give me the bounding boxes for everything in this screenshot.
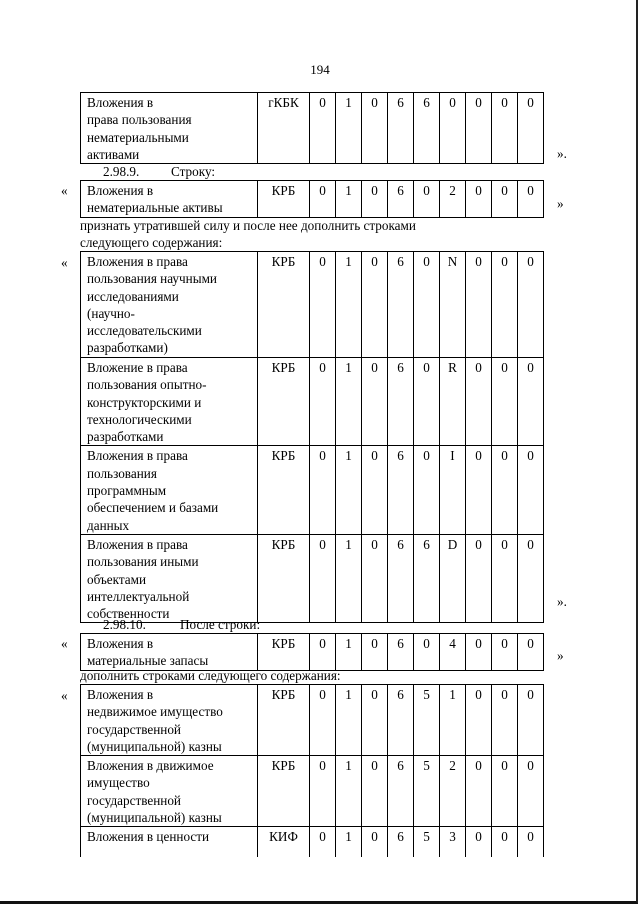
opening-quote: «	[61, 688, 68, 703]
code-digit: 0	[518, 827, 544, 857]
code-digit: 0	[492, 634, 518, 671]
code-digit: 4	[440, 634, 466, 671]
row-code: КРБ	[258, 358, 310, 446]
code-digit: 0	[414, 252, 440, 358]
code-digit: 0	[492, 252, 518, 358]
row-label: Вложения в нематериальные активы	[81, 181, 258, 218]
code-digit: 0	[518, 756, 544, 827]
row-label: Вложения в права пользования нематериальными активами	[81, 93, 258, 164]
closing-quote-period: ».	[557, 146, 567, 161]
code-digit: 6	[388, 827, 414, 857]
code-digit: 5	[414, 685, 440, 756]
code-digit: 6	[414, 93, 440, 164]
code-digit: 6	[388, 252, 414, 358]
code-digit: 1	[336, 93, 362, 164]
code-digit: 0	[518, 446, 544, 534]
code-digit: 0	[492, 756, 518, 827]
code-digit: 0	[362, 634, 388, 671]
code-digit: 0	[362, 685, 388, 756]
row-code: КРБ	[258, 756, 310, 827]
code-digit: 5	[414, 827, 440, 857]
table-row	[81, 252, 544, 358]
code-digit: 0	[414, 181, 440, 218]
code-digit: 0	[466, 252, 492, 358]
code-digit: 0	[414, 634, 440, 671]
code-digit: 6	[388, 93, 414, 164]
code-digit: 0	[362, 756, 388, 827]
code-digit: 0	[310, 827, 336, 857]
row-code: КРБ	[258, 685, 310, 756]
table-row	[81, 827, 544, 857]
table-row	[81, 181, 544, 218]
code-digit: 0	[492, 827, 518, 857]
code-digit: D	[440, 534, 466, 622]
table-row	[81, 446, 544, 534]
table-intangible-assets	[80, 180, 544, 218]
row-label: Вложения в ценности	[81, 827, 258, 857]
code-digit: 0	[414, 358, 440, 446]
code-digit: 0	[492, 685, 518, 756]
section-number-2-98-10: 2.98.10.	[103, 617, 146, 632]
code-digit: 0	[362, 827, 388, 857]
table-intangible-use-rights	[80, 92, 544, 164]
code-digit: 0	[466, 634, 492, 671]
code-digit: R	[440, 358, 466, 446]
row-label: Вложения в движимое имущество государственной (муниципальной) казны	[81, 756, 258, 827]
code-digit: N	[440, 252, 466, 358]
page-number: 194	[310, 62, 330, 77]
code-digit: 0	[518, 634, 544, 671]
code-digit: 1	[336, 446, 362, 534]
code-digit: 0	[466, 756, 492, 827]
row-code: КИФ	[258, 827, 310, 857]
code-digit: 6	[388, 534, 414, 622]
table-new-rows-intellectual	[80, 251, 544, 623]
row-code: КРБ	[258, 634, 310, 671]
code-digit: 2	[440, 181, 466, 218]
code-digit: 0	[310, 358, 336, 446]
code-digit: 0	[518, 93, 544, 164]
code-digit: 0	[440, 93, 466, 164]
code-digit: 1	[440, 685, 466, 756]
code-digit: 0	[466, 93, 492, 164]
code-digit: 6	[388, 634, 414, 671]
code-digit: 0	[492, 358, 518, 446]
code-digit: 6	[388, 181, 414, 218]
table-row	[81, 756, 544, 827]
code-digit: 0	[310, 181, 336, 218]
table-treasury-property	[80, 684, 544, 857]
code-digit: 0	[362, 358, 388, 446]
code-digit: 1	[336, 358, 362, 446]
code-digit: 1	[336, 634, 362, 671]
code-digit: 0	[466, 685, 492, 756]
paragraph-line-1: признать утратившей силу и после нее дополнить строками	[80, 218, 416, 233]
paragraph-line-2: следующего содержания:	[80, 235, 223, 250]
opening-quote: «	[61, 255, 68, 270]
code-digit: 0	[518, 685, 544, 756]
code-digit: 0	[466, 534, 492, 622]
code-digit: 6	[414, 534, 440, 622]
closing-quote-period: ».	[557, 594, 567, 609]
code-digit: 6	[388, 358, 414, 446]
code-digit: 0	[466, 827, 492, 857]
code-digit: 0	[310, 756, 336, 827]
code-digit: 1	[336, 685, 362, 756]
table-material-stocks	[80, 633, 544, 671]
code-digit: 0	[310, 446, 336, 534]
code-digit: 0	[310, 252, 336, 358]
code-digit: 0	[362, 252, 388, 358]
code-digit: 6	[388, 685, 414, 756]
code-digit: 0	[362, 534, 388, 622]
row-code: КРБ	[258, 534, 310, 622]
paragraph-line-3: дополнить строками следующего содержания:	[80, 668, 341, 683]
row-code: гКБК	[258, 93, 310, 164]
row-code: КРБ	[258, 446, 310, 534]
code-digit: 1	[336, 534, 362, 622]
code-digit: 5	[414, 756, 440, 827]
section-text-2-98-9: Строку:	[171, 164, 216, 179]
code-digit: 1	[336, 827, 362, 857]
row-label: Вложения в недвижимое имущество государственной (муниципальной) казны	[81, 685, 258, 756]
code-digit: 0	[492, 534, 518, 622]
code-digit: 0	[414, 446, 440, 534]
code-digit: 1	[336, 181, 362, 218]
code-digit: 0	[310, 634, 336, 671]
code-digit: 1	[336, 252, 362, 358]
code-digit: 0	[466, 446, 492, 534]
code-digit: 3	[440, 827, 466, 857]
code-digit: 0	[466, 358, 492, 446]
code-digit: 0	[362, 446, 388, 534]
code-digit: 6	[388, 446, 414, 534]
code-digit: 0	[362, 181, 388, 218]
row-code: КРБ	[258, 181, 310, 218]
table-row	[81, 534, 544, 622]
opening-quote: «	[61, 636, 68, 651]
code-digit: 0	[310, 93, 336, 164]
section-text-2-98-10: После строки:	[180, 617, 261, 632]
section-number-2-98-9: 2.98.9.	[103, 164, 140, 179]
code-digit: 6	[388, 756, 414, 827]
row-code: КРБ	[258, 252, 310, 358]
code-digit: 0	[518, 358, 544, 446]
row-label: Вложение в права пользования опытно- конструкторскими и технологическими разработками	[81, 358, 258, 446]
table-row	[81, 358, 544, 446]
code-digit: 0	[518, 534, 544, 622]
code-digit: 0	[518, 181, 544, 218]
closing-quote: »	[557, 196, 564, 211]
code-digit: 0	[310, 685, 336, 756]
table-row	[81, 93, 544, 164]
code-digit: 0	[466, 181, 492, 218]
code-digit: 2	[440, 756, 466, 827]
row-label: Вложения в права пользования программным обеспечением и базами данных	[81, 446, 258, 534]
code-digit: 0	[492, 446, 518, 534]
row-label: Вложения в материальные запасы	[81, 634, 258, 671]
row-label: Вложения в права пользования научными исследованиями (научно- исследовательскими разработками)	[81, 252, 258, 358]
code-digit: 1	[336, 756, 362, 827]
table-row	[81, 685, 544, 756]
row-label: Вложения в права пользования иными объектами интеллектуальной собственности	[81, 534, 258, 622]
code-digit: 0	[362, 93, 388, 164]
code-digit: 0	[310, 534, 336, 622]
code-digit: I	[440, 446, 466, 534]
closing-quote: »	[557, 648, 564, 663]
table-row	[81, 634, 544, 671]
code-digit: 0	[492, 181, 518, 218]
code-digit: 0	[492, 93, 518, 164]
code-digit: 0	[518, 252, 544, 358]
opening-quote: «	[61, 183, 68, 198]
